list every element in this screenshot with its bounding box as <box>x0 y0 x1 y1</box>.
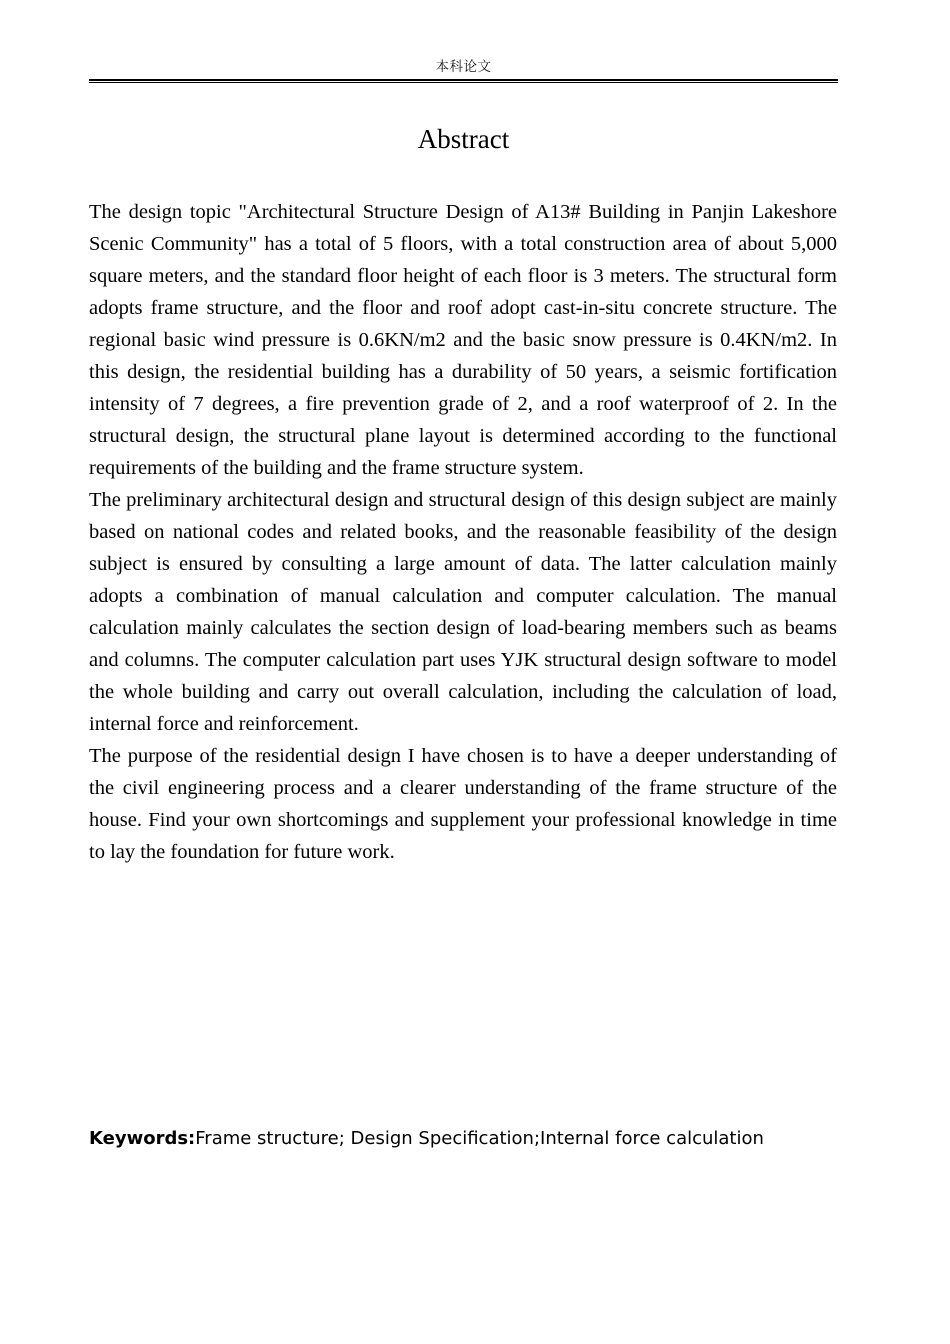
keywords-value: Frame structure; Design Specification;Internal force calculation <box>195 1128 764 1149</box>
page-title: Abstract <box>417 124 510 154</box>
page-header <box>89 58 838 83</box>
abstract-paragraph-3: The purpose of the residential design I have chosen is to have a deeper understanding of the civil engineering process and a clearer understanding of the frame structure of the house. Find your own shortcomings and supplement your professional knowledge in time to lay the foundation for future work. <box>89 745 837 863</box>
abstract-paragraph-2: The preliminary architectural design and structural design of this design subject are mainly based on national codes and related books, and the reasonable feasibility of the design subject is ensured by consulting a large amount of data. The latter calculation mainly adopts a combination of manual calculation and computer calculation. The manual calculation mainly calculates the section design of load-bearing members such as beams and columns. The computer calculation part uses YJK structural design software to model the whole building and carry out overall calculation, including the calculation of load, internal force and reinforcement. <box>89 489 837 735</box>
keywords-section <box>89 1126 838 1152</box>
keywords-label: Keywords: <box>89 1128 196 1149</box>
header-divider-rule <box>89 79 838 83</box>
running-header-title: 本科论文 <box>435 59 492 75</box>
abstract-paragraph-1: The design topic "Architectural Structure Design of A13# Building in Panjin Lakeshore Scenic Community" has a total of 5 floors, with a total construction area of about 5,000 square meters, and the standard floor height of each floor is 3 meters. The structural form adopts frame structure, and the floor and roof adopt cast-in-situ concrete structure. The regional basic wind pressure is 0.6KN/m2 and the basic snow pressure is 0.4KN/m2. In this design, the residential building has a durability of 50 years, a seismic fortification intensity of 7 degrees, a fire prevention grade of 2, and a roof waterproof of 2. In the structural design, the structural plane layout is determined according to the functional requirements of the building and the frame structure system. <box>89 201 837 479</box>
abstract-body <box>89 196 837 868</box>
